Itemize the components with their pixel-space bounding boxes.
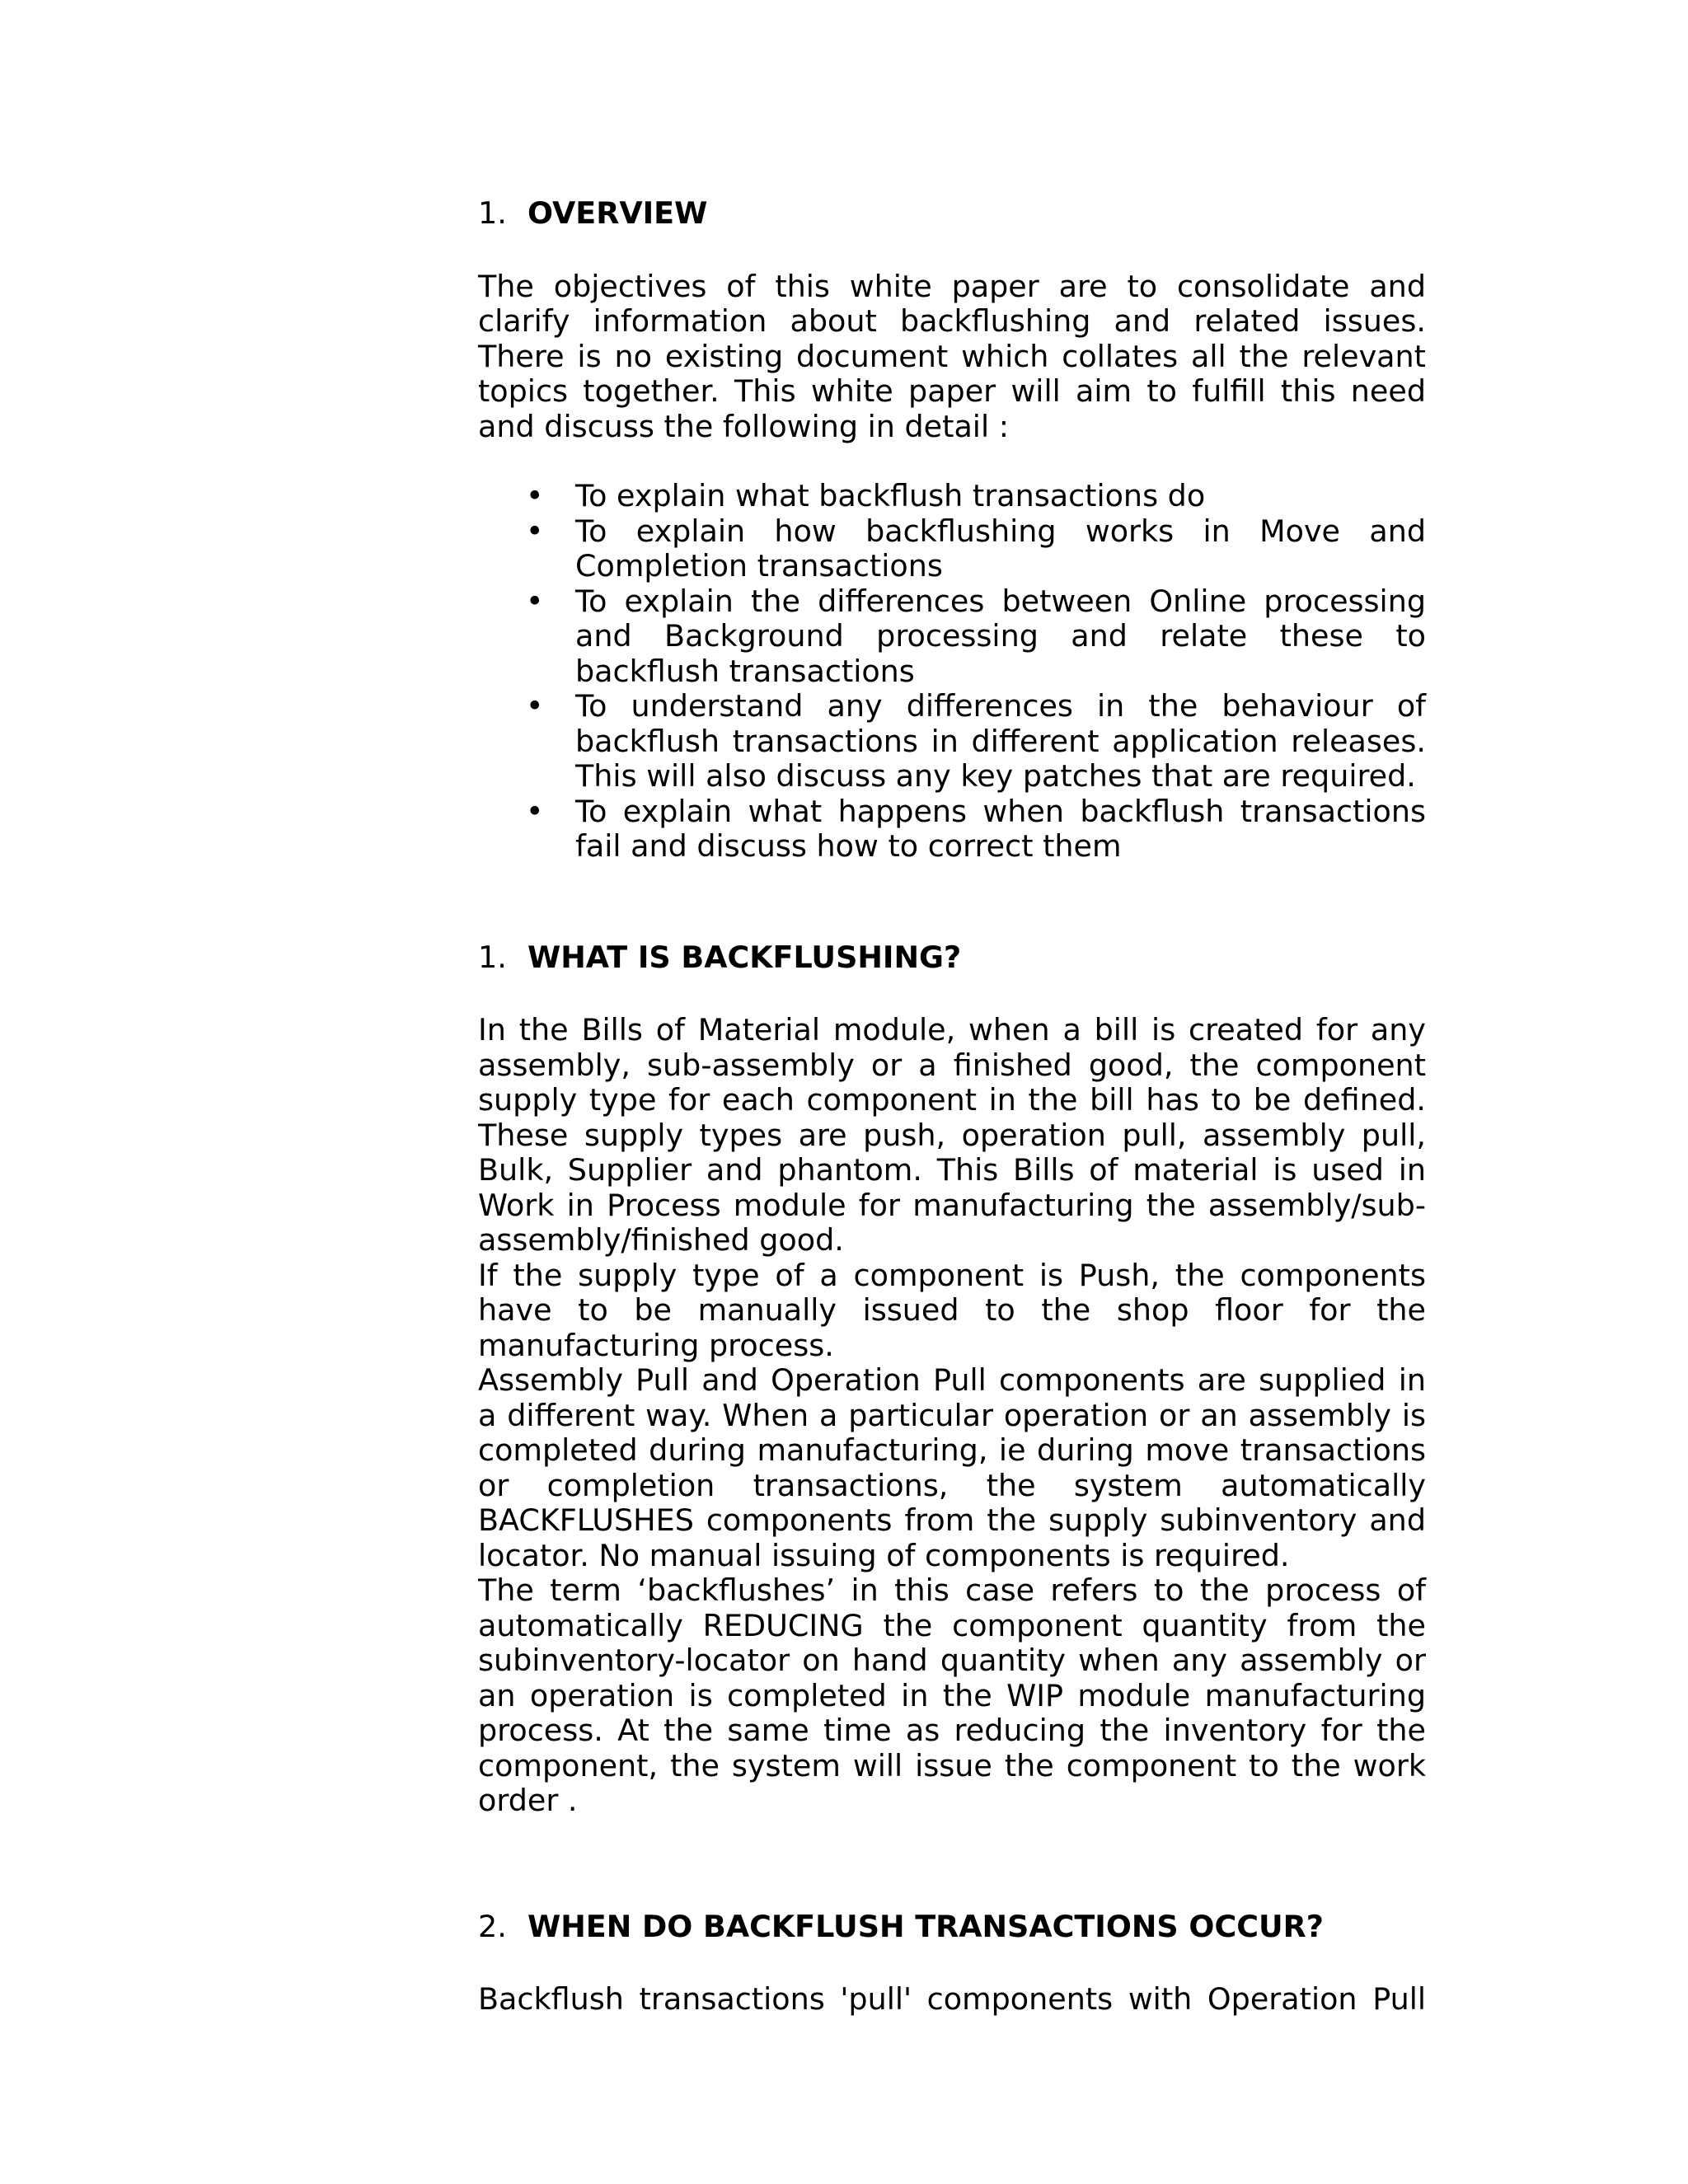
objective-item: • To understand any differences in the behaviour of backflush transactions in different application releases. This will also discuss any key patches that are required.	[478, 689, 1426, 794]
when-backflush-paragraph: Backflush transactions 'pull' components with Operation Pull	[478, 1981, 1426, 2017]
section-heading-what-is-backflushing	[478, 940, 1426, 976]
document-page	[478, 196, 1426, 2018]
objective-item: • To explain the differences between Online processing and Background processing and relate these to backflush transactions	[478, 584, 1426, 690]
section-heading-overview	[478, 196, 1426, 232]
section-number: 1.	[478, 939, 507, 975]
section-number: 1.	[478, 195, 507, 231]
section-title: WHEN DO BACKFLUSH TRANSACTIONS OCCUR?	[528, 1908, 1324, 1944]
backflushing-paragraph: The term ‘backflushes’ in this case refers to the process of automatically REDUCING the component quantity from the subinventory-locator on hand quantity when any assembly or an operation is completed in the WIP module manufacturing process. At the same time as reducing the inventory for the component, the system will issue the component to the work order .	[478, 1572, 1426, 1818]
backflushing-paragraph: In the Bills of Material module, when a bill is created for any assembly, sub-assembly or a finished good, the component supply type for each component in the bill has to be defined. These supply types are push, operation pull, assembly pull, Bulk, Supplier and phantom. This Bills of material is used in Work in Process module for manufacturing the assembly/sub-assembly/finished good.	[478, 1012, 1426, 1258]
overview-paragraph: The objectives of this white paper are to consolidate and clarify information about backflushing and related issues. There is no existing document which collates all the relevant topics together. This white paper will aim to fulfill this need and discuss the following in detail :	[478, 268, 1426, 444]
section-number: 2.	[478, 1908, 507, 1944]
section-heading-when-do-backflush-occur	[478, 1910, 1426, 1945]
objective-item: • To explain how backflushing works in Move and Completion transactions	[478, 514, 1426, 584]
backflushing-paragraph: If the supply type of a component is Push, the components have to be manually issued to the shop floor for the manufacturing process.	[478, 1257, 1426, 1363]
backflushing-paragraph: Assembly Pull and Operation Pull components are supplied in a different way. When a particular operation or an assembly is completed during manufacturing, ie during move transactions or completion transactions, the system automatically BACKFLUSHES components from the supply subinventory and locator. No manual issuing of components is required.	[478, 1362, 1426, 1573]
section-title: OVERVIEW	[528, 195, 708, 231]
section-title: WHAT IS BACKFLUSHING?	[528, 939, 962, 975]
objective-item: • To explain what happens when backflush transactions fail and discuss how to correct them	[478, 794, 1426, 865]
objective-item: • To explain what backflush transactions do	[478, 479, 1426, 514]
objectives-list	[478, 479, 1426, 865]
